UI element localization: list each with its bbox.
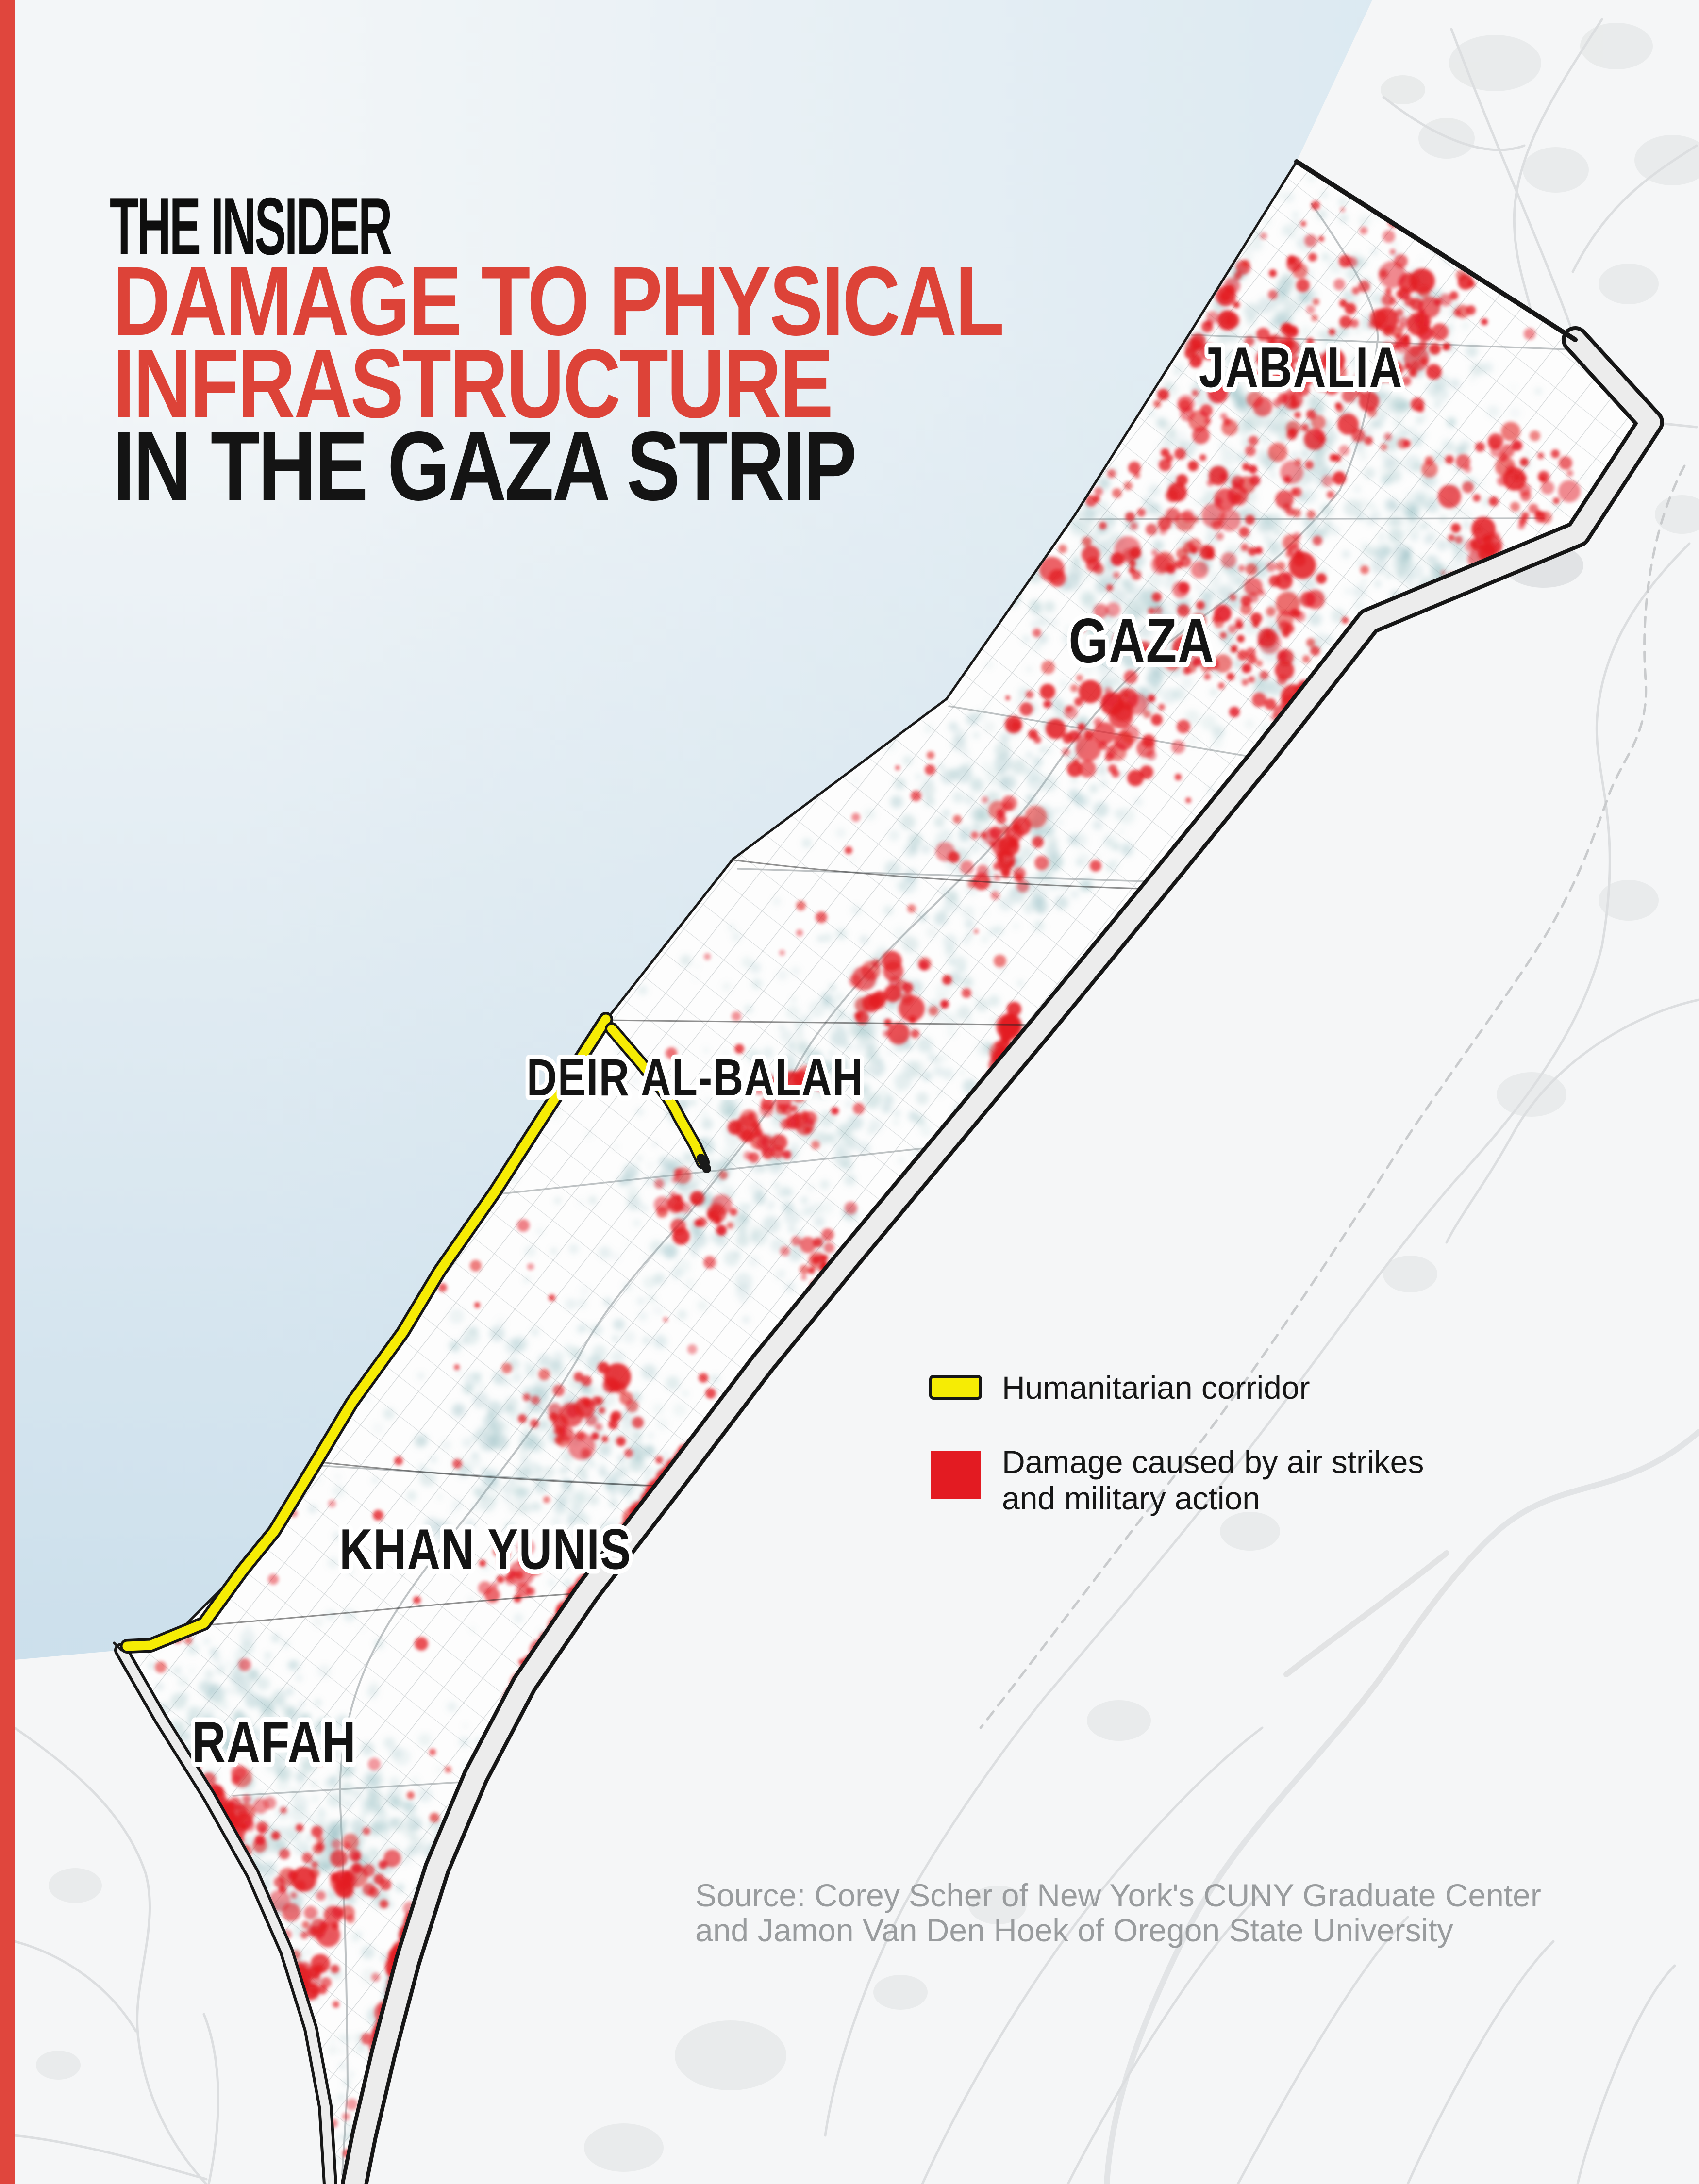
city-label-gaza: GAZA — [1068, 605, 1215, 676]
city-label-rafah: RAFAH — [192, 1710, 357, 1775]
left-accent-bar — [0, 0, 15, 2184]
corridor-swatch — [931, 1376, 981, 1398]
title-line-1: DAMAGE TO PHYSICAL — [113, 246, 1003, 356]
city-label-khan-yunis: KHAN YUNIS — [339, 1517, 632, 1581]
corridor-branch-tip — [701, 1158, 707, 1169]
source-credit — [695, 1877, 1541, 1948]
damage-legend-label-line1: Damage caused by air strikes — [1002, 1444, 1424, 1480]
title-line-3: IN THE GAZA STRIP — [113, 411, 856, 521]
damage-legend-label-line2: and military action — [1002, 1480, 1260, 1516]
corridor-legend-label: Humanitarian corridor — [1002, 1370, 1310, 1406]
source-line1: Source: Corey Scher of New York's CUNY Graduate Center — [695, 1877, 1541, 1913]
damage-swatch — [931, 1451, 981, 1499]
city-label-deir-al-balah: DEIR AL-BALAH — [526, 1047, 864, 1107]
source-line2: and Jamon Van Den Hoek of Oregon State University — [695, 1912, 1453, 1948]
title-line-2: INFRASTRUCTURE — [113, 329, 832, 438]
brand-logo: THE INSIDER — [110, 181, 391, 272]
city-label-jabalia: JABALIA — [1199, 335, 1403, 399]
